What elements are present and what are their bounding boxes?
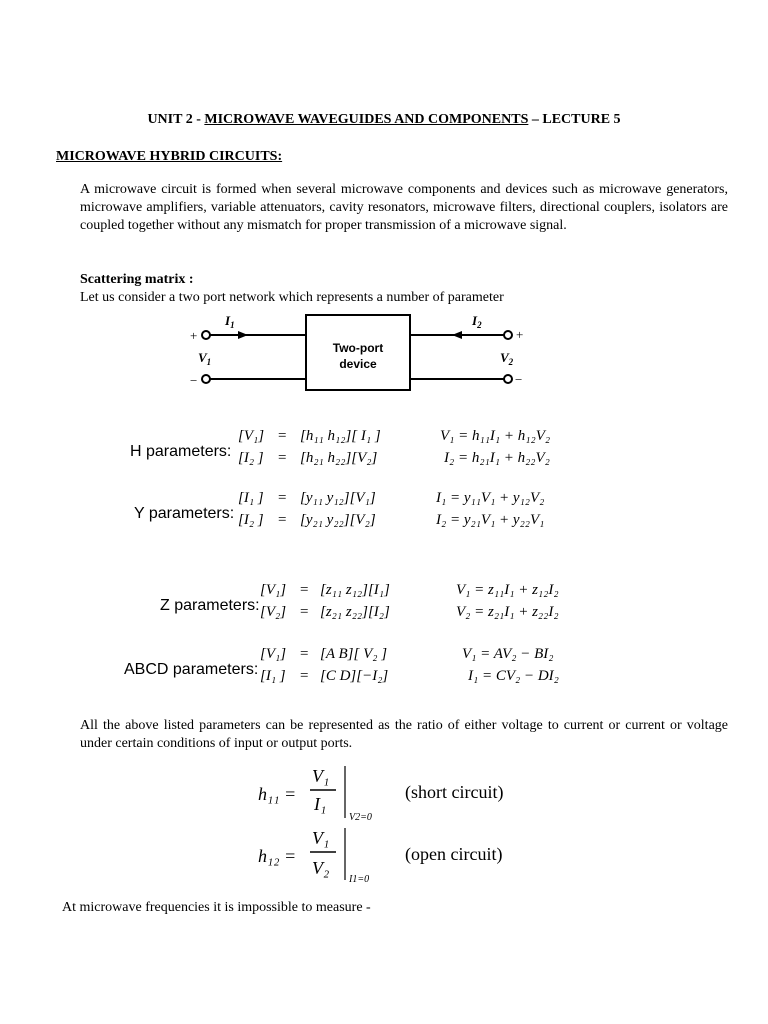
label-v1: $V_1$: [198, 350, 212, 367]
intro-paragraph: A microwave circuit is formed when several microwave components and devices such as microwave generators, microwave amplifiers, variable attenuators, cavity resonators, microwave filters, directional couplers, isolators are coupled together without any mismatch for proper transmission of a microwave signal.: [80, 182, 728, 233]
svg-text:[C D][−I₂]: [C D][−I₂]: [320, 668, 389, 684]
svg-text:=: =: [300, 604, 309, 620]
svg-text:h₁₁ =: h₁₁ =: [258, 784, 297, 804]
condition-i1-zero: I1=0: [349, 874, 370, 885]
svg-text:V₂: V₂: [312, 858, 330, 878]
svg-text:I₂ = h₂₁I₁ + h₂₂V₂: I₂ = h₂₁I₁ + h₂₂V₂: [444, 450, 550, 466]
box-label-2: device: [339, 357, 377, 371]
h-matrix-equation: [238, 428, 550, 466]
ratio-paragraph: All the above listed parameters can be represented as the ratio of either voltage to current or current or voltage under certain conditions of input or output ports.: [80, 718, 728, 751]
plus-right: +: [516, 327, 524, 342]
arrow-i2: [452, 331, 462, 339]
scattering-line: Let us consider a two port network which represents a number of parameter: [80, 290, 504, 305]
svg-text:[z₂₁ z₂₂][I₂]: [z₂₁ z₂₂][I₂]: [320, 604, 390, 620]
label-i1: $I_1$: [225, 313, 235, 330]
minus-right: −: [515, 372, 523, 387]
svg-text:[V₁]: [V₁]: [238, 428, 265, 444]
parameter-equations: [120, 410, 600, 700]
z-parameters-label: Z parameters:: [160, 597, 260, 614]
svg-text:V₁ = AV₂ − BI₂: V₁ = AV₂ − BI₂: [462, 646, 554, 662]
svg-text:=: =: [300, 646, 309, 662]
svg-text:I₁ = y₁₁V₁ + y₁₂V₂: I₁ = y₁₁V₁ + y₁₂V₂: [436, 490, 545, 506]
svg-text:[V₁]: [V₁]: [260, 646, 287, 662]
z-matrix-equation: [260, 582, 559, 620]
svg-text:[I₂ ]: [I₂ ]: [238, 512, 264, 528]
plus-left: +: [190, 328, 198, 343]
svg-text:[A B][ V₂ ]: [A B][ V₂ ]: [320, 646, 388, 662]
short-circuit-label: (short circuit): [405, 782, 504, 802]
svg-text:[h₁₁ h₁₂][ I₁ ]: [h₁₁ h₁₂][ I₁ ]: [300, 428, 381, 444]
svg-text:=: =: [300, 582, 309, 598]
label-v2: $V_2$: [500, 350, 514, 367]
page-title: UNIT 2 - MICROWAVE WAVEGUIDES AND COMPONENTS – LECTURE 5: [147, 112, 621, 127]
svg-text:h₁₂ =: h₁₂ =: [258, 846, 297, 866]
closing-line: At microwave frequencies it is impossible to measure -: [62, 900, 371, 915]
svg-text:=: =: [278, 490, 287, 506]
y-parameters-label: Y parameters:: [134, 505, 235, 522]
h11-definition: [258, 766, 503, 823]
svg-text:V₁ = h₁₁I₁ + h₁₂V₂: V₁ = h₁₁I₁ + h₁₂V₂: [440, 428, 551, 444]
y-matrix-equation: [238, 490, 544, 528]
svg-text:V₁: V₁: [312, 766, 330, 786]
h-parameters-label: H parameters:: [130, 443, 232, 460]
h12-definition: [258, 828, 502, 885]
arrow-i1: [238, 331, 248, 339]
svg-text:=: =: [278, 428, 287, 444]
box-label-1: Two-port: [332, 341, 384, 355]
minus-left: −: [190, 373, 198, 388]
svg-text:I₁: I₁: [314, 794, 327, 814]
abcd-parameters-label: ABCD parameters:: [124, 661, 259, 678]
title-underlined: MICROWAVE WAVEGUIDES AND COMPONENTS: [204, 112, 529, 127]
svg-text:=: =: [300, 668, 309, 684]
svg-text:=: =: [278, 450, 287, 466]
svg-text:[I₂ ]: [I₂ ]: [238, 450, 264, 466]
svg-text:[z₁₁ z₁₂][I₁]: [z₁₁ z₁₂][I₁]: [320, 582, 390, 598]
two-port-diagram: [120, 305, 600, 400]
svg-text:[h₂₁ h₂₂][V₂]: [h₂₁ h₂₂][V₂]: [300, 450, 378, 466]
svg-text:[y₁₁ y₁₂][V₁]: [y₁₁ y₁₂][V₁]: [300, 490, 376, 506]
h-definitions: [250, 760, 540, 890]
svg-text:V₁: V₁: [312, 828, 330, 848]
scattering-heading: Scattering matrix :: [80, 272, 194, 287]
condition-v2-zero: V2=0: [349, 812, 372, 823]
svg-text:I₁ = CV₂ − DI₂: I₁ = CV₂ − DI₂: [468, 668, 559, 684]
section-heading: MICROWAVE HYBRID CIRCUITS:: [56, 149, 283, 164]
abcd-matrix-equation: [260, 646, 559, 684]
svg-text:V₁ = z₁₁I₁ + z₁₂I₂: V₁ = z₁₁I₁ + z₁₂I₂: [456, 582, 559, 598]
label-i2: $I_2$: [472, 313, 482, 330]
svg-text:=: =: [278, 512, 287, 528]
svg-text:I₂ = y₂₁V₁ + y₂₂V₁: I₂ = y₂₁V₁ + y₂₂V₁: [436, 512, 545, 528]
svg-text:[V₁]: [V₁]: [260, 582, 287, 598]
svg-text:V₂ = z₂₁I₁ + z₂₂I₂: V₂ = z₂₁I₁ + z₂₂I₂: [456, 604, 559, 620]
svg-text:[I₁ ]: [I₁ ]: [238, 490, 264, 506]
svg-text:[I₁ ]: [I₁ ]: [260, 668, 286, 684]
svg-text:[V₂]: [V₂]: [260, 604, 287, 620]
svg-text:[y₂₁ y₂₂][V₂]: [y₂₁ y₂₂][V₂]: [300, 512, 376, 528]
open-circuit-label: (open circuit): [405, 844, 503, 864]
